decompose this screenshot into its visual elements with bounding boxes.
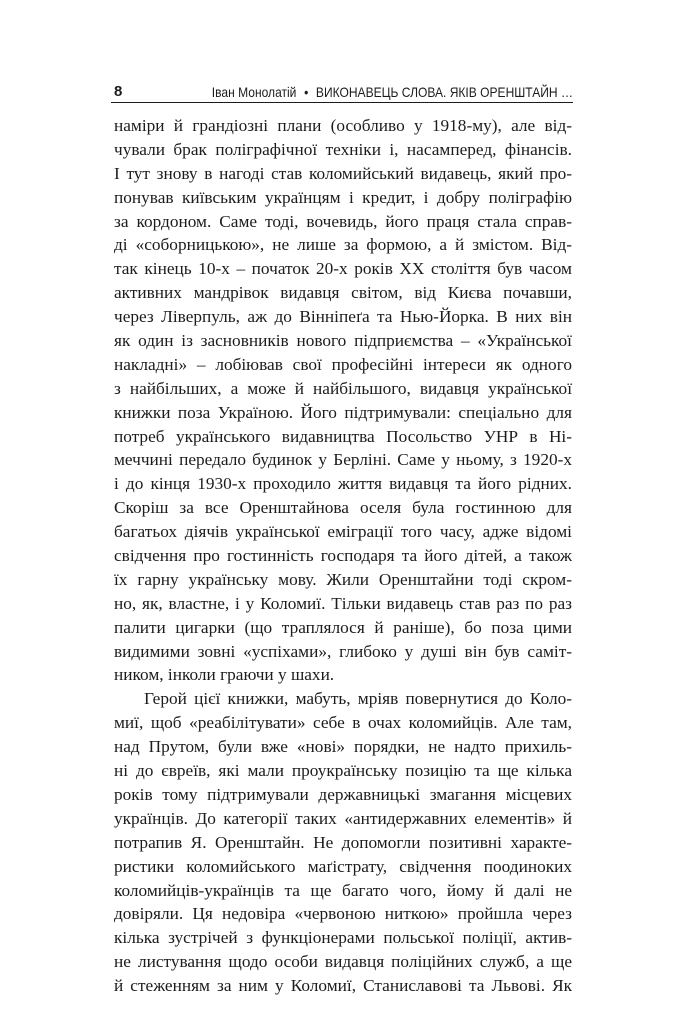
text-line: чували брак поліграфічної техніки і, насамперед, фінансів.: [114, 139, 572, 159]
text-line: меччині передало будинок у Берліні. Саме у ньому, з 1920-х: [114, 450, 572, 470]
text-line: миї, щоб «реабілітувати» себе в очах коломийців. Але там,: [114, 713, 572, 733]
text-line: за кордоном. Саме тоді, вочевидь, його праця стала справ-: [114, 211, 572, 231]
text-line: палити цигарки (що траплялося й раніше), бо поза цими: [114, 617, 572, 637]
text-line: кілька зустрічей з функціонерами польської поліції, актив-: [114, 928, 572, 948]
text-line: років тому підтримували державницькі змагання місцевих: [114, 784, 572, 804]
text-line: з найбільших, а може й найбільшого, видавця української: [114, 378, 572, 398]
text-line: свідчення про гостинність господаря та його дітей, а також: [114, 546, 572, 566]
text-line: українців. До категорії таких «антидержавних елементів» й: [114, 808, 572, 828]
text-line: через Ліверпуль, аж до Вінніпеґа та Нью-Йорка. В них він: [114, 307, 572, 327]
text-line: так кінець 10-х – початок 20-х років XX століття був часом: [114, 259, 572, 279]
text-line: Герой цієї книжки, мабуть, мріяв повернутися до Коло-: [144, 689, 572, 709]
running-header: [111, 82, 573, 103]
running-head: [212, 82, 573, 102]
text-line: не листування щодо особи видавця поліційних служб, а ще: [114, 952, 572, 972]
text-line: потреб українського видавництва Посольство УНР в Ні-: [114, 426, 572, 446]
text-line: активних мандрівок видавця світом, від Києва почавши,: [114, 283, 572, 303]
book-title: ВИКОНАВЕЦЬ СЛОВА. ЯКІВ ОРЕНШТАЙН …: [315, 84, 573, 100]
text-line: потрапив Я. Оренштайн. Не допомогли позитивні характе-: [114, 832, 572, 852]
text-line: ді «соборницькою», не лише за формою, а й змістом. Від-: [114, 235, 572, 255]
text-line: їх гарну українську мову. Жили Оренштайни тоді скром-: [114, 569, 572, 589]
paragraph: [114, 687, 572, 998]
text-line: ристики коломийського маґістрату, свідчення поодиноких: [114, 856, 572, 876]
text-line: ні до євреїв, які мали проукраїнську позицію та ще кілька: [114, 761, 572, 781]
text-line: довіряли. Ця недовіра «червоною ниткою» пройшла через: [114, 904, 572, 924]
text-line: видимими зовні «успіхами», глибоко у душі він був саміт-: [114, 641, 572, 661]
text-line: ником, інколи граючи у шахи.: [114, 665, 335, 685]
text-line: понував київським українцям і кредит, і добру поліграфію: [114, 187, 572, 207]
text-line: книжки поза Україною. Його підтримували: спеціально для: [114, 402, 572, 422]
text-line: багатьох діячів української еміграції того часу, адже відомі: [114, 522, 572, 542]
text-line: наміри й грандіозні плани (особливо у 1918-му), але від-: [114, 116, 572, 135]
text-line: як один із засновників нового підприємства – «Української: [114, 331, 572, 351]
text-line: І тут знову в нагоді став коломийський видавець, який про-: [114, 163, 572, 183]
header-separator: •: [304, 84, 309, 100]
text-line: над Прутом, були вже «нові» порядки, не надто прихиль-: [114, 737, 572, 757]
text-line: коломийців-українців та ще багато чого, йому й далі не: [114, 880, 572, 900]
text-line: накладні» – лобіював свої професійні інтереси як одного: [114, 354, 572, 374]
text-line: й стеженням за ним у Коломиї, Станиславові та Львові. Як: [114, 976, 572, 996]
text-line: Скоріш за все Оренштайнова оселя була гостинною для: [114, 498, 572, 518]
paragraph: [114, 114, 572, 687]
page-number: 8: [114, 83, 123, 100]
body-text: [114, 114, 572, 998]
text-line: но, як, властне, і у Коломиї. Тільки видавець став раз по раз: [114, 593, 572, 613]
text-line: і до кінця 1930-х проходило життя видавця та його рідних.: [114, 474, 572, 494]
book-author: Іван Монолатій: [211, 84, 297, 100]
